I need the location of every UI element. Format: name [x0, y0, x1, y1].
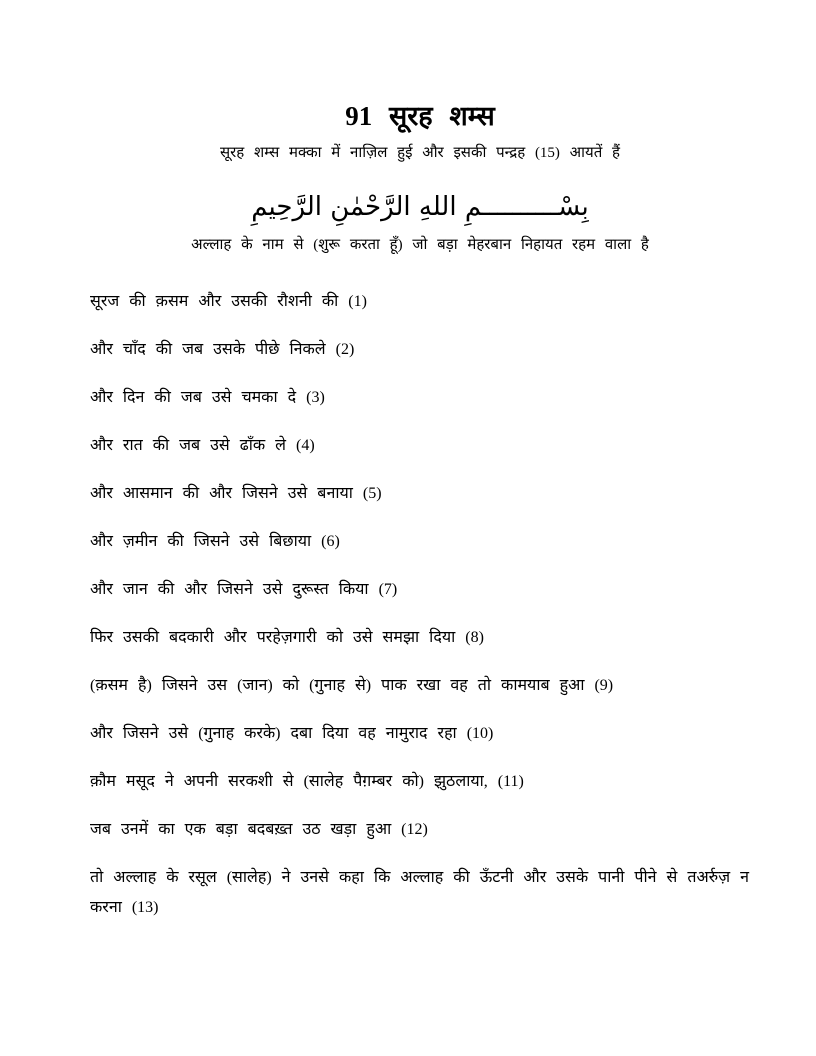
surah-subtitle: सूरह शम्स मक्का में नाज़िल हुई और इसकी पन्द्रह (15) आयतें हैं: [220, 145, 620, 161]
verse-line-3: और दिन की जब उसे चमका दे (3): [90, 389, 325, 406]
verse-line-1: सूरज की क़सम और उसकी रौशनी की (1): [90, 293, 367, 310]
verse-line-6: और ज़मीन की जिसने उसे बिछाया (6): [90, 533, 340, 550]
verse-line-13: तो अल्लाह के रसूल (सालेह) ने उनसे कहा कि अल्लाह की ऊँटनी और उसके पानी पीने से तअर्रुज़ न करना (13): [90, 869, 749, 916]
bismillah-translation: अल्लाह के नाम से (शुरू करता हूँ) जो बड़ा मेहरबान निहायत रहम वाला है: [191, 237, 649, 253]
bismillah-calligraphy: بِسْــــــــــمِ اللهِ الرَّحْمٰنِ الرَّحِيمِ: [251, 192, 589, 222]
verse-line-4: और रात की जब उसे ढाँक ले (4): [90, 437, 315, 454]
verse-line-10: और जिसने उसे (गुनाह करके) दबा दिया वह नामुराद रहा (10): [90, 725, 494, 742]
verse-line-9: (क़सम है) जिसने उस (जान) को (गुनाह से) पाक रखा वह तो कामयाब हुआ (9): [90, 677, 614, 694]
surah-title: 91 सूरह शम्स: [345, 101, 495, 131]
verse-line-5: और आसमान की और जिसने उसे बनाया (5): [90, 485, 382, 502]
verse-line-11: क़ौम मसूद ने अपनी सरकशी से (सालेह पैग़म्बर को) झुठलाया, (11): [90, 773, 524, 790]
verse-line-7: और जान की और जिसने उसे दुरूस्त किया (7): [90, 581, 398, 598]
verse-line-2: और चाँद की जब उसके पीछे निकले (2): [90, 341, 355, 358]
verses-section: [90, 287, 750, 923]
verse-line-8: फिर उसकी बदकारी और परहेज़गारी को उसे समझा दिया (8): [90, 629, 484, 646]
verse-line-12: जब उनमें का एक बड़ा बदबख़्त उठ खड़ा हुआ (12): [90, 821, 428, 838]
